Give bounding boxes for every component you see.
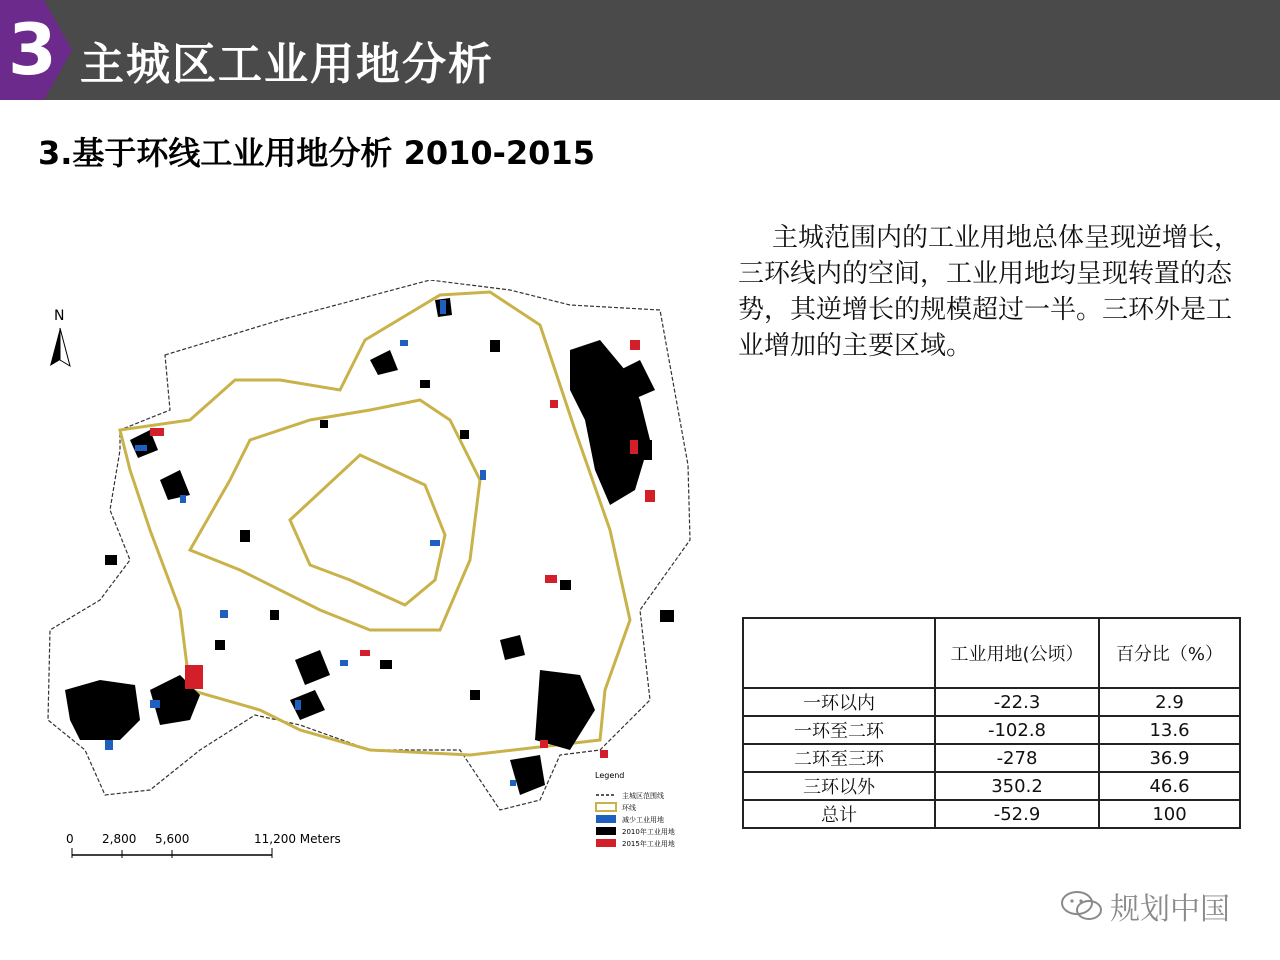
table-cell: 三环以外 xyxy=(743,772,935,800)
table-row xyxy=(743,800,1240,828)
svg-text:N: N xyxy=(54,308,65,324)
table-cell: -52.9 xyxy=(935,800,1099,828)
industrial-land-map xyxy=(40,280,720,870)
table-row xyxy=(743,744,1240,772)
scale-tick-0: 0 xyxy=(66,832,74,846)
table-cell: 一环以内 xyxy=(743,688,935,716)
table-header-row xyxy=(743,618,1240,688)
legend-item-ring: 环线 xyxy=(622,804,636,812)
table-cell: 13.6 xyxy=(1099,716,1240,744)
ring-stats-table xyxy=(742,617,1241,829)
wechat-icon xyxy=(1060,889,1104,923)
scale-bar xyxy=(66,832,341,858)
table-header-cell xyxy=(743,618,935,688)
north-arrow-icon xyxy=(50,308,70,366)
table-header-cell: 百分比（%） xyxy=(1099,618,1240,688)
description-paragraph xyxy=(738,220,1243,364)
section-subtitle: 3.基于环线工业用地分析 2010-2015 xyxy=(38,134,595,172)
table-cell: 2.9 xyxy=(1099,688,1240,716)
scale-tick-1: 2,800 xyxy=(102,832,137,846)
watermark xyxy=(1060,884,1250,928)
watermark-text: 规划中国 xyxy=(1110,892,1230,927)
table-cell: -278 xyxy=(935,744,1099,772)
svg-text:3: 3 xyxy=(8,9,57,91)
table-row xyxy=(743,716,1240,744)
table-row xyxy=(743,688,1240,716)
legend-item-2010: 2010年工业用地 xyxy=(622,828,675,836)
table-row xyxy=(743,772,1240,800)
scale-tick-2: 5,600 xyxy=(155,832,190,846)
legend-item-2015: 2015年工业用地 xyxy=(622,840,675,848)
table-cell: 36.9 xyxy=(1099,744,1240,772)
section-badge xyxy=(0,0,72,100)
scale-tick-3: 11,200 Meters xyxy=(254,832,341,846)
table-cell: 一环至二环 xyxy=(743,716,935,744)
header-bar xyxy=(0,0,1280,100)
table-header-cell: 工业用地(公顷） xyxy=(935,618,1099,688)
table-cell: -22.3 xyxy=(935,688,1099,716)
map-legend xyxy=(595,771,675,848)
table-cell: 350.2 xyxy=(935,772,1099,800)
table-cell: 二环至三环 xyxy=(743,744,935,772)
page-title: 主城区工业用地分析 xyxy=(80,39,494,90)
legend-title: Legend xyxy=(595,771,625,780)
table-cell: -102.8 xyxy=(935,716,1099,744)
table-cell: 100 xyxy=(1099,800,1240,828)
table-cell: 46.6 xyxy=(1099,772,1240,800)
description-text: 主城范围内的工业用地总体呈现逆增长，三环线内的空间，工业用地均呈现转置的态势，其逆增长的规模超过一半。三环外是工业增加的主要区域。 xyxy=(738,223,1241,361)
legend-item-decrease: 减少工业用地 xyxy=(622,816,664,824)
table-cell: 总计 xyxy=(743,800,935,828)
legend-item-boundary: 主城区范围线 xyxy=(622,792,664,800)
